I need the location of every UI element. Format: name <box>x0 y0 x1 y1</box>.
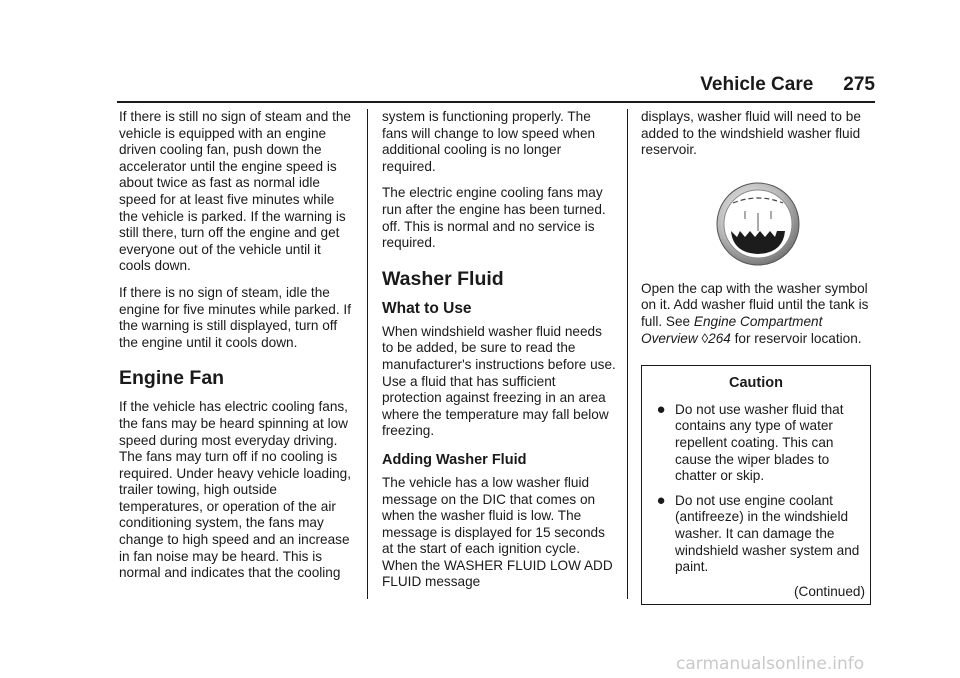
heading-engine-fan: Engine Fan <box>119 367 225 390</box>
washer-symbol <box>641 181 875 267</box>
paragraph: If there is still no sign of steam and the vehicle is equipped with an engine driven cooling fan, push down the accelerator until the engine speed is about twice as fast as normal idle speed for at least five minutes while the vehicle is parked. If the warning is still there, turn off the engine and get everyone out of the vehicle until it cools down. <box>119 109 351 274</box>
caution-title: Caution <box>729 375 783 392</box>
paragraph: Open the cap with the washer symbol on it. Add washer fluid until the tank is full. See Engine Compartment Overview ◊264 for reservoir location. <box>641 280 869 346</box>
paragraph: The vehicle has a low washer fluid message on the DIC that comes on when the washer fluid is low. The message is displayed for 15 seconds at the start of each ignition cycle. When the WASHER FLUID LOW ADD FLUID message <box>382 474 613 590</box>
paragraph: If the vehicle has electric cooling fans, the fans may be heard spinning at low speed during most everyday driving. The fans may turn off if no cooling is required. Under heavy vehicle loading, trailer towing, high outside temperatures, or operation of the air conditioning system, the fans may change to high speed and an increase in fan noise may be heard. This is normal and indicates that the cooling <box>119 399 351 581</box>
page-number: 275 <box>843 74 875 95</box>
paragraph: The electric engine cooling fans may run after the engine has been turned. off. This is normal and no service is required. <box>382 185 606 251</box>
continued-label: (Continued) <box>793 583 865 599</box>
washer-fluid-icon <box>715 181 801 267</box>
list-item <box>647 493 865 576</box>
heading-what-to-use: What to Use <box>382 299 472 317</box>
reference-link[interactable]: Engine Compartment Overview <box>641 313 823 346</box>
watermark: carmanualsonline.info <box>676 654 865 674</box>
column-divider <box>627 109 628 599</box>
paragraph: system is functioning properly. The fans will change to low speed when additional cooling is no longer required. <box>382 109 596 174</box>
paragraph: When windshield washer fluid needs to be added, be sure to read the manufacturer's instructions before use. Use a fluid that has sufficient protection against freezing in an area where the temperature may fall below freezing. <box>382 323 616 439</box>
column-2 <box>382 109 616 601</box>
header-rule <box>117 101 875 103</box>
page-header <box>700 74 875 98</box>
heading-adding-washer-fluid: Adding Washer Fluid <box>382 451 527 468</box>
bullet-text: Do not use washer fluid that contains any type of water repellent coating. This can cause the wiper blades to chatter or skip. <box>675 401 844 484</box>
bullet-text: Do not use engine coolant (antifreeze) in the windshield washer. It can damage the windshield washer system and paint. <box>675 492 860 575</box>
paragraph: If there is no sign of steam, idle the engine for five minutes while parked. If the warning is still displayed, turn off the engine until it cools down. <box>119 284 351 350</box>
reference-page[interactable]: 264 <box>708 330 731 346</box>
caution-box <box>641 365 871 605</box>
section-title: Vehicle Care <box>700 74 814 95</box>
column-3 <box>641 109 875 605</box>
heading-washer-fluid: Washer Fluid <box>382 267 504 290</box>
reference-glyph: ◊ <box>701 330 709 346</box>
list-item <box>647 402 865 485</box>
column-divider <box>367 109 368 599</box>
bullet-icon: ● <box>656 400 666 418</box>
column-1 <box>119 109 353 592</box>
bullet-icon: ● <box>656 491 666 509</box>
paragraph: displays, washer fluid will need to be added to the windshield washer fluid reservoir. <box>641 109 861 158</box>
